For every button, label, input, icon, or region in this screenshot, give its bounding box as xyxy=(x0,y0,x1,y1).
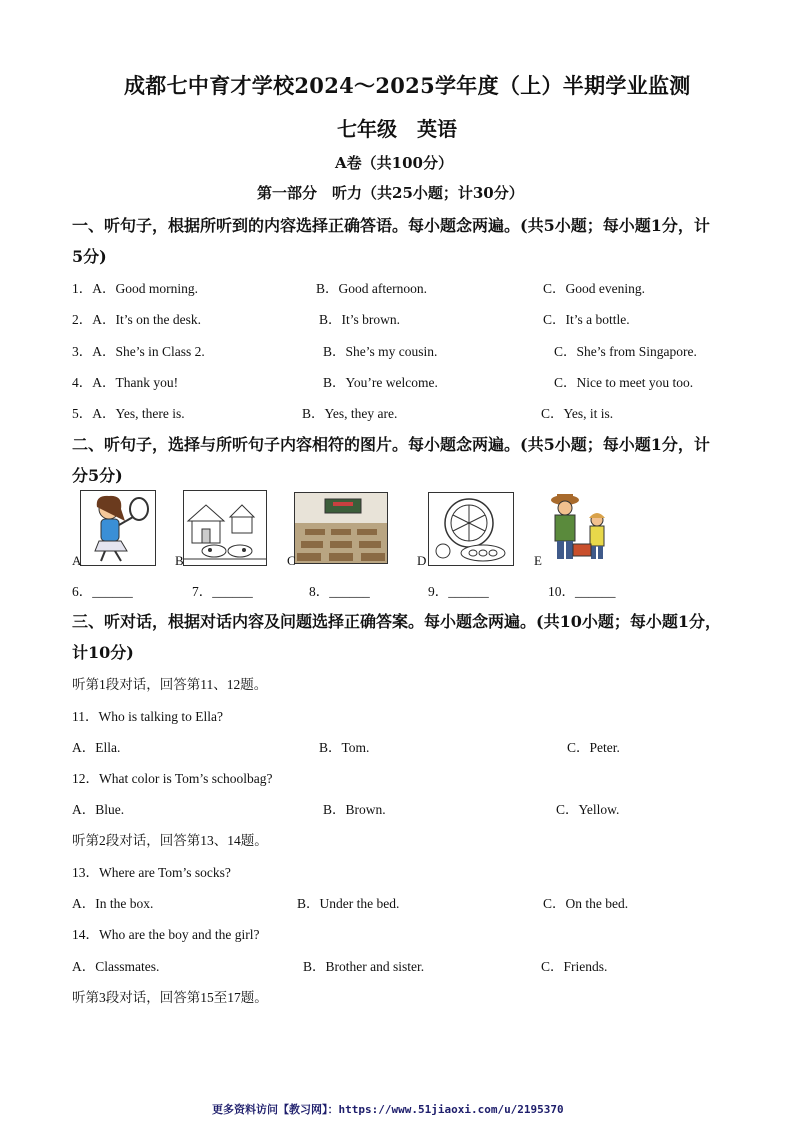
picture-b-label: B xyxy=(175,553,184,568)
q2-option-a: 2．A．It’s on the desk. xyxy=(72,312,201,327)
exam-title: 成都七中育才学校2024～2025学年度（上）半期学业监测 xyxy=(124,73,691,98)
q1-option-b: B．Good afternoon. xyxy=(316,281,427,296)
section3-instruction-line2: 计10分) xyxy=(72,643,134,662)
q12-option-c: C．Yellow. xyxy=(556,802,620,817)
dialogue2-intro: 听第2段对话，回答第13、14题。 xyxy=(72,833,268,848)
blank-8: 8．______ xyxy=(309,584,370,599)
blank-10: 10．______ xyxy=(548,584,616,599)
q13-option-c: C．On the bed. xyxy=(543,896,629,911)
picture-a-girl-tennis xyxy=(80,490,156,566)
q2-option-b: B．It’s brown. xyxy=(319,312,400,327)
section2-instruction-line1: 二、听句子，选择与所听句子内容相符的图片。每小题念两遍。(共5小题；每小题1分，计 xyxy=(72,435,710,454)
q12-option-b: B．Brown. xyxy=(323,802,386,817)
exam-subtitle: 七年级 英语 xyxy=(337,117,457,141)
q5-option-b: B．Yes, they are. xyxy=(302,406,398,421)
q13-option-a: A．In the box. xyxy=(72,896,154,911)
picture-e-label: E xyxy=(534,553,542,568)
picture-c-label: C xyxy=(287,553,296,568)
part1-heading: 第一部分 听力（共25小题；计30分） xyxy=(257,184,524,202)
section1-instruction-line1: 一、听句子，根据所听到的内容选择正确答语。每小题念两遍。(共5小题；每小题1分，计 xyxy=(72,216,710,235)
picture-d-food xyxy=(428,492,514,566)
paper-a-heading: A卷（共100分） xyxy=(335,154,453,172)
picture-c-classroom xyxy=(294,492,388,564)
q11-option-c: C．Peter. xyxy=(567,740,620,755)
q4-option-a: 4．A．Thank you! xyxy=(72,375,179,390)
q1-option-a: 1．A．Good morning. xyxy=(72,281,198,296)
q12-option-a: A．Blue. xyxy=(72,802,125,817)
q13-stem: 13．Where are Tom’s socks? xyxy=(72,865,231,880)
dialogue1-intro: 听第1段对话，回答第11、12题。 xyxy=(72,677,268,692)
q2-option-c: C．It’s a bottle. xyxy=(543,312,630,327)
blank-7: 7．______ xyxy=(192,584,253,599)
section2-instruction-line2: 分5分) xyxy=(72,466,123,485)
q14-option-b: B．Brother and sister. xyxy=(303,959,425,974)
picture-e-cooking xyxy=(543,490,615,564)
blank-9: 9．______ xyxy=(428,584,489,599)
section1-instruction-line2: 5分) xyxy=(72,247,107,266)
picture-a-label: A xyxy=(72,553,82,568)
dialogue3-intro: 听第3段对话，回答第15至17题。 xyxy=(72,990,268,1005)
footer-link[interactable]: 更多资料访问【教习网】：https://www.51jiaoxi.com/u/2195370 xyxy=(212,1103,564,1116)
section3-instruction-line1: 三、听对话，根据对话内容及问题选择正确答案。每小题念两遍。(共10小题；每小题1分， xyxy=(72,612,721,631)
q11-stem: 11．Who is talking to Ella? xyxy=(72,709,223,724)
q13-option-b: B．Under the bed. xyxy=(297,896,400,911)
q12-stem: 12．What color is Tom’s schoolbag? xyxy=(72,771,273,786)
q5-option-a: 5．A．Yes, there is. xyxy=(72,406,185,421)
picture-b-farm xyxy=(183,490,267,566)
picture-d-label: D xyxy=(417,553,427,568)
q5-option-c: C．Yes, it is. xyxy=(541,406,614,421)
blank-6: 6．______ xyxy=(72,584,133,599)
q11-option-b: B．Tom. xyxy=(319,740,370,755)
q4-option-b: B．You’re welcome. xyxy=(323,375,438,390)
q3-option-c: C．She’s from Singapore. xyxy=(554,344,697,359)
q1-option-c: C．Good evening. xyxy=(543,281,645,296)
q14-option-c: C．Friends. xyxy=(541,959,608,974)
q11-option-a: A．Ella. xyxy=(72,740,121,755)
q3-option-a: 3．A．She’s in Class 2. xyxy=(72,344,205,359)
q3-option-b: B．She’s my cousin. xyxy=(323,344,438,359)
q14-stem: 14．Who are the boy and the girl? xyxy=(72,927,260,942)
q14-option-a: A．Classmates. xyxy=(72,959,160,974)
q4-option-c: C．Nice to meet you too. xyxy=(554,375,694,390)
